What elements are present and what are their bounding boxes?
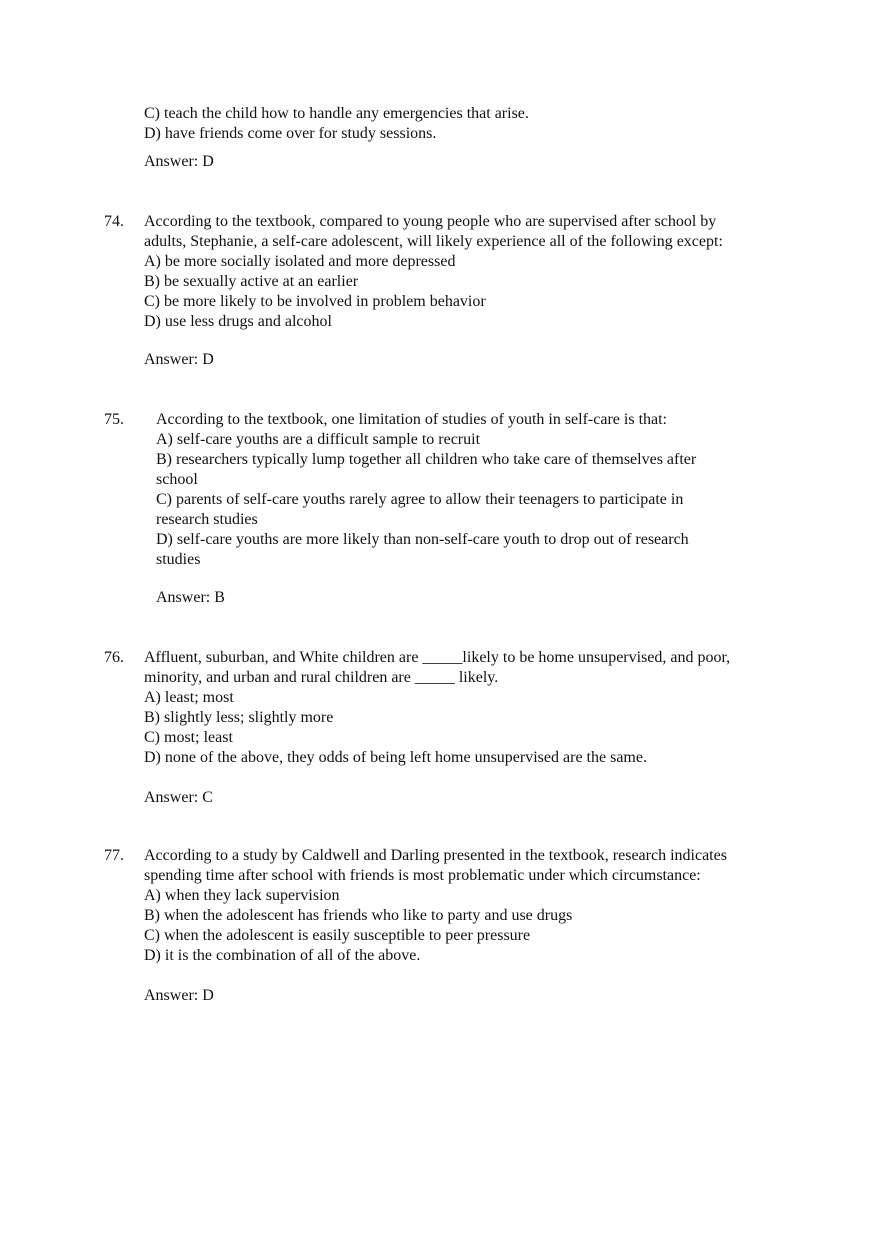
option-c: C) parents of self-care youths rarely agree to allow their teenagers to participate in [156,491,684,508]
answer-line: Answer: D [144,351,214,368]
option-a: A) when they lack supervision [144,887,340,904]
option-b: B) when the adolescent has friends who like to party and use drugs [144,907,573,924]
question-74 [104,212,723,370]
question-stem-line: According to a study by Caldwell and Darling presented in the textbook, research indicates [144,847,727,864]
option-d-continued: studies [156,551,201,568]
option-b-continued: school [156,471,198,488]
question-stem-line: minority, and urban and rural children are _____ likely. [144,669,499,686]
question-75 [104,410,696,608]
option-b: B) be sexually active at an earlier [144,273,359,290]
answer-line: Answer: C [144,789,213,806]
option-d: D) none of the above, they odds of being left home unsupervised are the same. [144,749,647,766]
question-73-continuation [144,104,529,172]
answer-line: Answer: B [156,589,225,606]
option-d: D) have friends come over for study sessions. [144,125,437,142]
question-number: 76. [104,649,124,666]
option-d: D) use less drugs and alcohol [144,313,332,330]
answer-line: Answer: D [144,987,214,1004]
question-number: 77. [104,847,124,864]
option-a: A) least; most [144,689,234,706]
question-76 [104,648,730,808]
question-stem-line: adults, Stephanie, a self-care adolescent, will likely experience all of the following except: [144,233,723,250]
option-c: C) when the adolescent is easily susceptible to peer pressure [144,927,531,944]
option-b: B) slightly less; slightly more [144,709,334,726]
option-a: A) self-care youths are a difficult sample to recruit [156,431,481,448]
question-stem-line: Affluent, suburban, and White children are _____likely to be home unsupervised, and poor, [144,649,731,666]
question-stem-line: According to the textbook, one limitation of studies of youth in self-care is that: [156,411,667,428]
option-d: D) it is the combination of all of the above. [144,947,421,964]
question-77 [104,846,727,1006]
option-a: A) be more socially isolated and more depressed [144,253,456,270]
option-d: D) self-care youths are more likely than non-self-care youth to drop out of research [156,531,689,548]
answer-line: Answer: D [144,153,214,170]
question-stem-line: spending time after school with friends is most problematic under which circumstance: [144,867,701,884]
option-c: C) be more likely to be involved in problem behavior [144,293,486,310]
option-b: B) researchers typically lump together all children who take care of themselves after [156,451,697,468]
question-number: 74. [104,213,124,230]
question-stem-line: According to the textbook, compared to young people who are supervised after school by [144,213,717,230]
question-number: 75. [104,411,124,428]
option-c: C) teach the child how to handle any emergencies that arise. [144,105,529,122]
option-c: C) most; least [144,729,233,746]
option-c-continued: research studies [156,511,258,528]
